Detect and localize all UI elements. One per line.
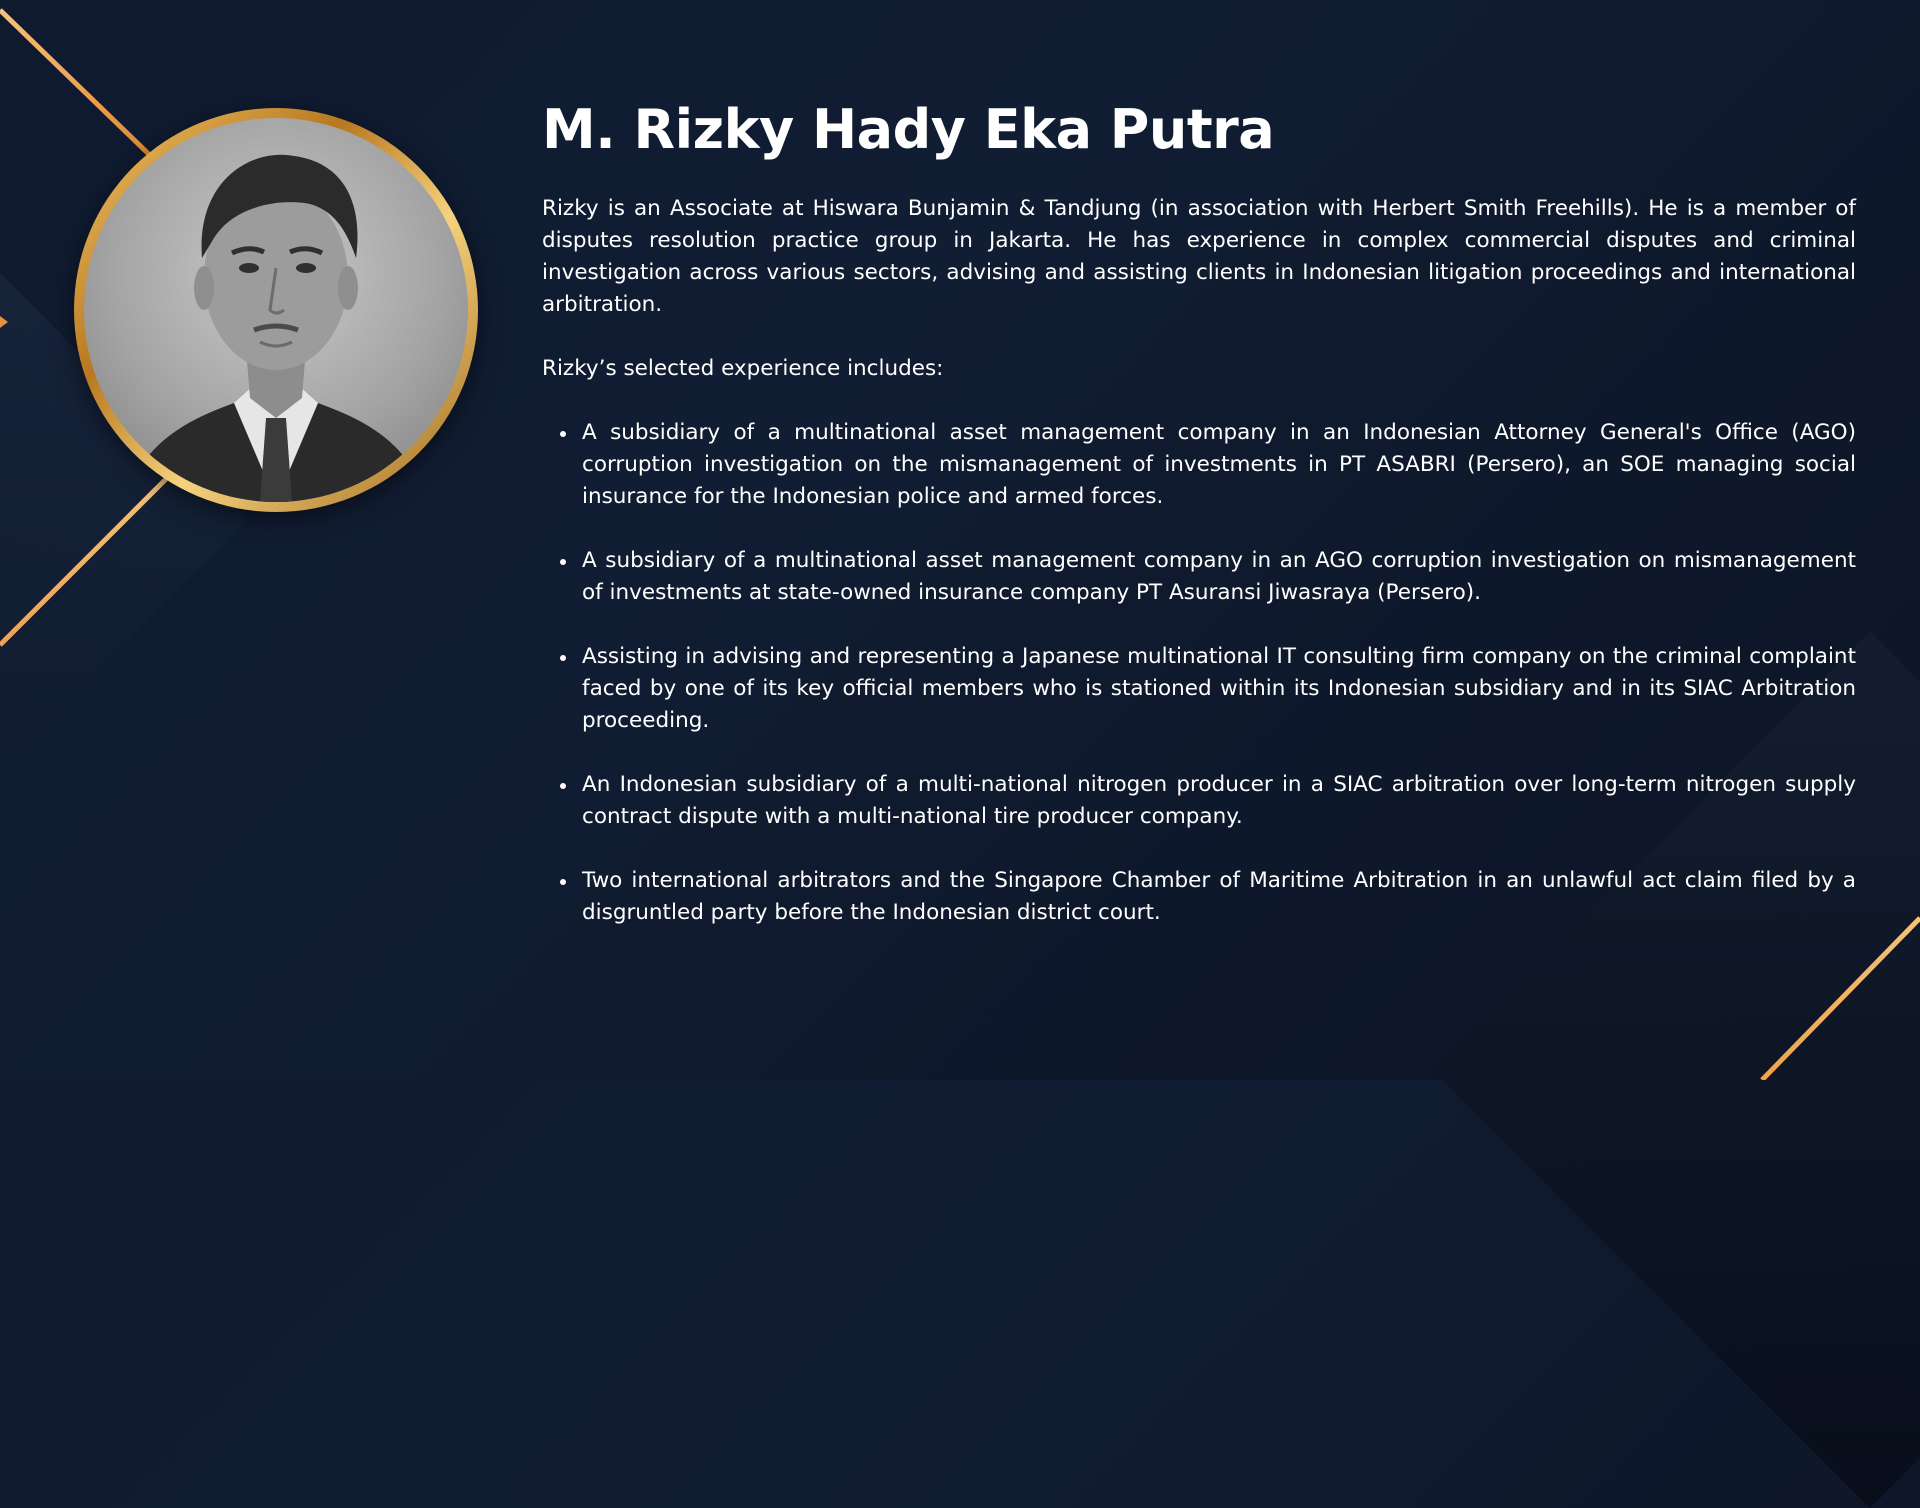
experience-list	[542, 417, 1856, 929]
experience-text: Two international arbitrators and the Singapore Chamber of Maritime Arbitration in an unlawful act claim filed by a disgruntled party before the Indonesian district court.	[582, 868, 1856, 926]
experience-text: Assisting in advising and representing a Japanese multinational IT consulting firm company on the criminal complaint faced by one of its key official members who is stationed within its Indonesian subsidiary and in its SIAC Arbitration proceeding.	[582, 644, 1856, 734]
bullet-icon	[560, 783, 566, 789]
profile-bio: Rizky is an Associate at Hiswara Bunjamin & Tandjung (in association with Herbert Smith Freehills). He is a member of disputes resolution practice group in Jakarta. He has experience in complex commercial disputes and criminal investigation across various sectors, advising and assisting clients in Indonesian litigation proceedings and international arbitration.	[542, 196, 1856, 318]
bullet-icon	[560, 559, 566, 565]
portrait-frame	[74, 108, 478, 512]
experience-item	[542, 545, 1856, 609]
bullet-icon	[560, 655, 566, 661]
experience-text: A subsidiary of a multinational asset management company in an AGO corruption investigation on mismanagement of investments at state-owned insurance company PT Asuransi Jiwasraya (Persero).	[582, 548, 1856, 606]
profile-name: M. Rizky Hady Eka Putra	[542, 98, 1275, 161]
experience-intro: Rizky’s selected experience includes:	[542, 356, 944, 382]
experience-item	[542, 769, 1856, 833]
portrait-photo	[84, 118, 468, 502]
experience-item	[542, 417, 1856, 513]
experience-text: A subsidiary of a multinational asset management company in an Indonesian Attorney General's Office (AGO) corruption investigation on the mismanagement of investments in PT ASABRI (Persero), an SOE managing social insurance for the Indonesian police and armed forces.	[582, 420, 1856, 510]
experience-text: An Indonesian subsidiary of a multi-national nitrogen producer in a SIAC arbitration over long-term nitrogen supply contract dispute with a multi-national tire producer company.	[582, 772, 1856, 830]
bullet-icon	[560, 879, 566, 885]
bullet-icon	[560, 431, 566, 437]
experience-item	[542, 641, 1856, 737]
person-portrait-icon	[84, 118, 468, 502]
profile-content	[542, 100, 1856, 961]
experience-item	[542, 865, 1856, 929]
